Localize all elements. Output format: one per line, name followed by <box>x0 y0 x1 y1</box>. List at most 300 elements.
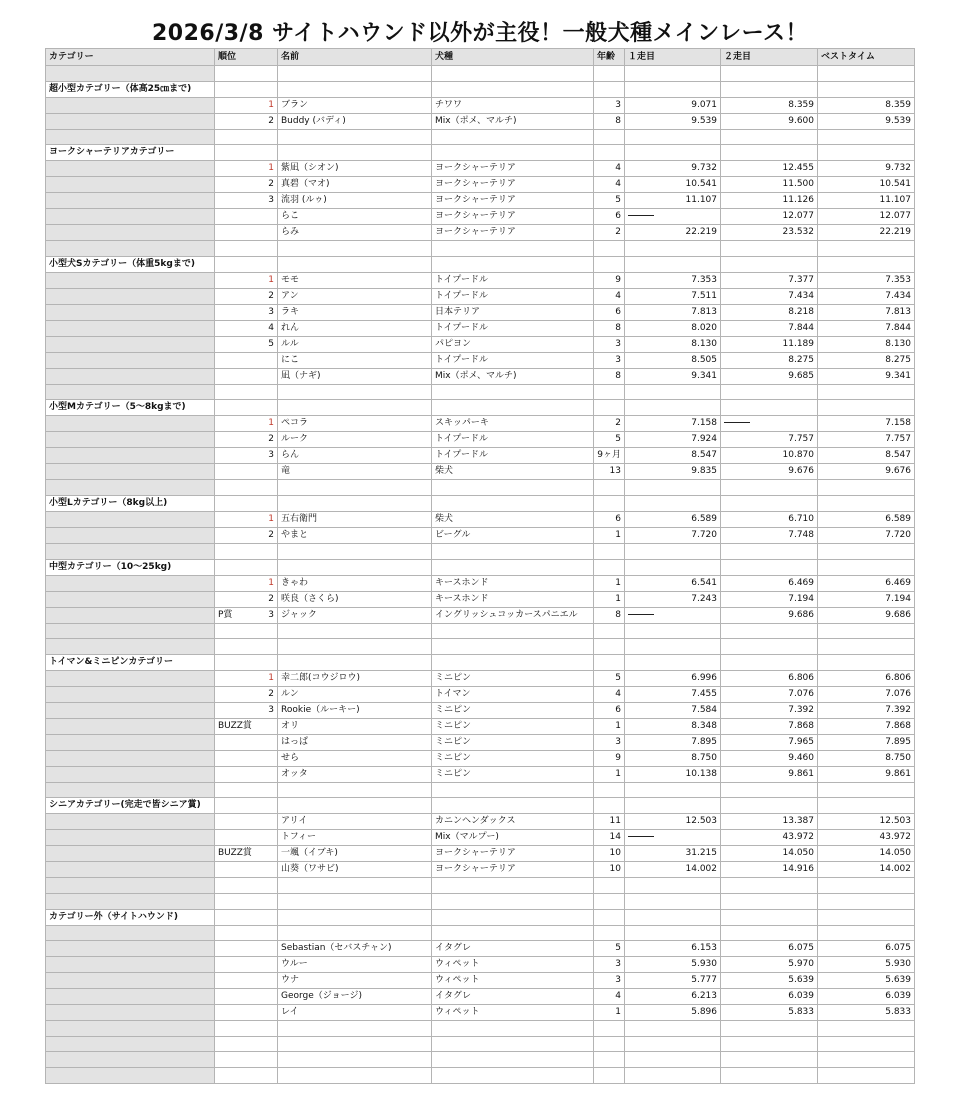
dog-breed: ウィペット <box>432 1005 594 1021</box>
empty-cell <box>594 241 625 257</box>
category-row <box>46 654 915 670</box>
dog-age: 9ヶ月 <box>594 448 625 464</box>
category-label: トイマン&ミニピンカテゴリー <box>46 654 215 670</box>
dog-age: 6 <box>594 209 625 225</box>
empty-cell <box>721 480 818 496</box>
prize-cell <box>215 734 278 750</box>
empty-cell <box>625 559 721 575</box>
blank-row <box>46 1021 915 1037</box>
run2-time: 11.126 <box>721 193 818 209</box>
dog-breed: トイプードル <box>432 272 594 288</box>
prize-cell <box>215 718 278 734</box>
category-cell <box>46 782 215 798</box>
results-table <box>45 48 915 1084</box>
category-row <box>46 495 915 511</box>
empty-cell <box>721 145 818 161</box>
prize-cell <box>215 766 278 782</box>
table-row <box>46 591 915 607</box>
empty-cell <box>818 654 915 670</box>
empty-cell <box>625 129 721 145</box>
run2-time: 7.748 <box>721 527 818 543</box>
prize-cell <box>215 941 278 957</box>
empty-cell <box>818 925 915 941</box>
empty-cell <box>215 909 278 925</box>
table-row <box>46 113 915 129</box>
dog-name: 紫凪（シオン) <box>278 161 432 177</box>
category-cell <box>46 814 215 830</box>
empty-cell <box>215 782 278 798</box>
run1-time: 7.924 <box>625 432 721 448</box>
empty-cell <box>432 1067 594 1083</box>
empty-cell <box>594 559 625 575</box>
empty-cell <box>818 81 915 97</box>
dog-name: George（ジョージ) <box>278 989 432 1005</box>
run2-time: 6.469 <box>721 575 818 591</box>
dog-name: らん <box>278 448 432 464</box>
empty-cell <box>215 1021 278 1037</box>
empty-cell <box>278 256 432 272</box>
dog-breed: ヨークシャーテリア <box>432 193 594 209</box>
empty-cell <box>594 495 625 511</box>
empty-cell <box>594 1021 625 1037</box>
rank-value: 4 <box>268 322 274 333</box>
empty-cell <box>215 654 278 670</box>
blank-row <box>46 623 915 639</box>
empty-cell <box>594 782 625 798</box>
dog-name: 幸二郎(コウジロウ) <box>278 670 432 686</box>
blank-row <box>46 1036 915 1052</box>
empty-cell <box>594 654 625 670</box>
best-time: 7.158 <box>818 416 915 432</box>
dog-name: れん <box>278 320 432 336</box>
dog-name: アリイ <box>278 814 432 830</box>
dog-name: らこ <box>278 209 432 225</box>
category-label: シニアカテゴリー(完走で皆シニア賞) <box>46 798 215 814</box>
prize-cell <box>215 686 278 702</box>
rank-value: 1 <box>268 577 274 588</box>
run1-time <box>625 209 721 225</box>
best-time: 10.541 <box>818 177 915 193</box>
dog-age: 2 <box>594 416 625 432</box>
run2-time: 6.806 <box>721 670 818 686</box>
empty-cell <box>594 1067 625 1083</box>
dog-name: ウナ <box>278 973 432 989</box>
best-time: 5.639 <box>818 973 915 989</box>
dog-name: 凪（ナギ) <box>278 368 432 384</box>
empty-cell <box>818 1067 915 1083</box>
empty-cell <box>818 1021 915 1037</box>
empty-cell <box>432 129 594 145</box>
empty-cell <box>278 241 432 257</box>
empty-cell <box>432 1021 594 1037</box>
empty-cell <box>278 1021 432 1037</box>
empty-cell <box>721 878 818 894</box>
page-title: 2026/3/8 サイトハウンド以外が主役！一般犬種メインレース！ <box>151 21 808 46</box>
empty-cell <box>721 1021 818 1037</box>
header-run2: ２走目 <box>721 49 818 66</box>
dog-name: Rookie（ルーキー) <box>278 702 432 718</box>
empty-cell <box>432 81 594 97</box>
dog-age: 1 <box>594 718 625 734</box>
dog-breed: ミニピン <box>432 670 594 686</box>
dog-age: 6 <box>594 702 625 718</box>
rank-value: 2 <box>268 179 274 190</box>
empty-cell <box>818 559 915 575</box>
rank-value: 2 <box>268 115 274 126</box>
table-row <box>46 432 915 448</box>
category-cell <box>46 66 215 82</box>
run2-time: 12.455 <box>721 161 818 177</box>
best-time: 6.806 <box>818 670 915 686</box>
best-time: 9.539 <box>818 113 915 129</box>
empty-cell <box>625 1052 721 1068</box>
empty-cell <box>278 129 432 145</box>
empty-cell <box>432 559 594 575</box>
blank-row <box>46 66 915 82</box>
prize-cell <box>215 272 278 288</box>
prize-cell <box>215 225 278 241</box>
dog-age: 11 <box>594 814 625 830</box>
run1-time: 12.503 <box>625 814 721 830</box>
blank-row <box>46 639 915 655</box>
table-row <box>46 368 915 384</box>
empty-cell <box>432 241 594 257</box>
table-row <box>46 734 915 750</box>
blank-row <box>46 878 915 894</box>
category-cell <box>46 480 215 496</box>
empty-cell <box>818 384 915 400</box>
blank-row <box>46 543 915 559</box>
run2-time: 7.076 <box>721 686 818 702</box>
empty-cell <box>278 1036 432 1052</box>
empty-cell <box>432 909 594 925</box>
empty-cell <box>215 66 278 82</box>
not-recorded-dash <box>628 614 654 615</box>
prize-cell <box>215 989 278 1005</box>
empty-cell <box>625 256 721 272</box>
dog-name: ルル <box>278 336 432 352</box>
table-row <box>46 272 915 288</box>
category-cell <box>46 623 215 639</box>
dog-breed: パピヨン <box>432 336 594 352</box>
empty-cell <box>625 639 721 655</box>
empty-cell <box>278 81 432 97</box>
header-age: 年齢 <box>594 49 625 66</box>
prize-cell <box>215 432 278 448</box>
category-cell <box>46 591 215 607</box>
empty-cell <box>594 1036 625 1052</box>
prize-cell <box>215 591 278 607</box>
run1-time: 8.348 <box>625 718 721 734</box>
empty-cell <box>721 543 818 559</box>
category-row <box>46 559 915 575</box>
dog-name: きゃわ <box>278 575 432 591</box>
category-cell <box>46 1036 215 1052</box>
best-time: 7.813 <box>818 304 915 320</box>
category-cell <box>46 448 215 464</box>
prize-cell <box>215 177 278 193</box>
empty-cell <box>278 480 432 496</box>
blank-row <box>46 1067 915 1083</box>
table-row <box>46 320 915 336</box>
dog-name: オリ <box>278 718 432 734</box>
best-time: 5.930 <box>818 957 915 973</box>
prize-cell <box>215 288 278 304</box>
empty-cell <box>721 559 818 575</box>
best-time: 9.732 <box>818 161 915 177</box>
rank-value: 3 <box>268 704 274 715</box>
empty-cell <box>278 495 432 511</box>
empty-cell <box>594 400 625 416</box>
header-name: 名前 <box>278 49 432 66</box>
category-cell <box>46 384 215 400</box>
empty-cell <box>594 639 625 655</box>
empty-cell <box>625 654 721 670</box>
empty-cell <box>278 623 432 639</box>
table-row <box>46 464 915 480</box>
empty-cell <box>594 145 625 161</box>
rank-value: 3 <box>268 609 274 620</box>
run1-time: 7.895 <box>625 734 721 750</box>
empty-cell <box>432 543 594 559</box>
dog-breed: トイマン <box>432 686 594 702</box>
dog-breed: ウィペット <box>432 973 594 989</box>
dog-age: 3 <box>594 734 625 750</box>
dog-breed: ミニピン <box>432 750 594 766</box>
blank-row <box>46 384 915 400</box>
run1-time: 7.511 <box>625 288 721 304</box>
rank-value: 1 <box>268 672 274 683</box>
empty-cell <box>721 66 818 82</box>
run2-time: 10.870 <box>721 448 818 464</box>
empty-cell <box>215 400 278 416</box>
rank-value: 2 <box>268 688 274 699</box>
best-time: 8.547 <box>818 448 915 464</box>
category-cell <box>46 113 215 129</box>
run1-time: 6.541 <box>625 575 721 591</box>
empty-cell <box>818 1036 915 1052</box>
best-time: 8.275 <box>818 352 915 368</box>
dog-breed: 柴犬 <box>432 464 594 480</box>
prize-cell <box>215 750 278 766</box>
run2-time: 9.460 <box>721 750 818 766</box>
dog-age: 9 <box>594 272 625 288</box>
run1-time: 5.896 <box>625 1005 721 1021</box>
dog-name: レイ <box>278 1005 432 1021</box>
empty-cell <box>818 1052 915 1068</box>
empty-cell <box>625 1036 721 1052</box>
dog-age: 14 <box>594 830 625 846</box>
table-row <box>46 527 915 543</box>
category-label: 超小型カテゴリー（体高25㎝まで) <box>46 81 215 97</box>
empty-cell <box>432 623 594 639</box>
prize-cell <box>215 209 278 225</box>
empty-cell <box>215 559 278 575</box>
dog-age: 13 <box>594 464 625 480</box>
category-cell <box>46 686 215 702</box>
prize-cell <box>215 1005 278 1021</box>
category-cell <box>46 846 215 862</box>
dog-name: ジャック <box>278 607 432 623</box>
empty-cell <box>215 878 278 894</box>
category-cell <box>46 941 215 957</box>
dog-age: 1 <box>594 1005 625 1021</box>
header-breed: 犬種 <box>432 49 594 66</box>
rank-value: 1 <box>268 513 274 524</box>
table-row <box>46 941 915 957</box>
blank-row <box>46 480 915 496</box>
category-cell <box>46 1005 215 1021</box>
dog-breed: ヨークシャーテリア <box>432 862 594 878</box>
empty-cell <box>432 1052 594 1068</box>
empty-cell <box>594 623 625 639</box>
prize-cell <box>215 527 278 543</box>
prize-cell <box>215 830 278 846</box>
category-cell <box>46 225 215 241</box>
dog-name: やまと <box>278 527 432 543</box>
dog-name: 真碧（マオ) <box>278 177 432 193</box>
category-label: 小型Lカテゴリー（8kg以上) <box>46 495 215 511</box>
category-cell <box>46 957 215 973</box>
dog-age: 8 <box>594 320 625 336</box>
empty-cell <box>432 400 594 416</box>
category-row <box>46 256 915 272</box>
best-time: 9.341 <box>818 368 915 384</box>
empty-cell <box>594 1052 625 1068</box>
empty-cell <box>594 129 625 145</box>
best-time: 7.895 <box>818 734 915 750</box>
empty-cell <box>721 654 818 670</box>
empty-cell <box>594 909 625 925</box>
best-time: 9.676 <box>818 464 915 480</box>
empty-cell <box>278 798 432 814</box>
prize-cell <box>215 352 278 368</box>
run1-time: 7.584 <box>625 702 721 718</box>
empty-cell <box>432 893 594 909</box>
category-row <box>46 798 915 814</box>
table-row <box>46 304 915 320</box>
category-cell <box>46 320 215 336</box>
rank-value: 2 <box>268 434 274 445</box>
empty-cell <box>215 81 278 97</box>
run1-time: 10.138 <box>625 766 721 782</box>
dog-breed: トイプードル <box>432 288 594 304</box>
run1-time <box>625 830 721 846</box>
best-time: 7.868 <box>818 718 915 734</box>
best-time: 7.720 <box>818 527 915 543</box>
dog-breed: キースホンド <box>432 575 594 591</box>
empty-cell <box>278 639 432 655</box>
rank-value: 2 <box>268 593 274 604</box>
empty-cell <box>215 623 278 639</box>
run2-time: 7.194 <box>721 591 818 607</box>
empty-cell <box>818 400 915 416</box>
empty-cell <box>625 925 721 941</box>
header-best: ベストタイム <box>818 49 915 66</box>
rank-value: 1 <box>268 418 274 429</box>
dog-age: 1 <box>594 591 625 607</box>
dog-name: ルン <box>278 686 432 702</box>
empty-cell <box>432 480 594 496</box>
empty-cell <box>625 1021 721 1037</box>
empty-cell <box>721 909 818 925</box>
dog-age: 8 <box>594 113 625 129</box>
prize-cell <box>215 368 278 384</box>
run1-time: 8.020 <box>625 320 721 336</box>
empty-cell <box>278 66 432 82</box>
best-time: 5.833 <box>818 1005 915 1021</box>
run1-time: 8.505 <box>625 352 721 368</box>
empty-cell <box>625 81 721 97</box>
best-time: 7.392 <box>818 702 915 718</box>
category-cell <box>46 893 215 909</box>
empty-cell <box>721 256 818 272</box>
empty-cell <box>625 145 721 161</box>
prize-cell <box>215 448 278 464</box>
blank-row <box>46 1052 915 1068</box>
empty-cell <box>818 480 915 496</box>
run2-time: 14.916 <box>721 862 818 878</box>
best-time: 9.686 <box>818 607 915 623</box>
empty-cell <box>721 384 818 400</box>
run1-time: 8.547 <box>625 448 721 464</box>
empty-cell <box>721 1067 818 1083</box>
best-time: 11.107 <box>818 193 915 209</box>
run2-time: 9.685 <box>721 368 818 384</box>
run1-time: 9.835 <box>625 464 721 480</box>
empty-cell <box>432 782 594 798</box>
best-time: 12.077 <box>818 209 915 225</box>
empty-cell <box>278 925 432 941</box>
dog-name: ブラン <box>278 97 432 113</box>
run2-time: 7.965 <box>721 734 818 750</box>
run2-time: 14.050 <box>721 846 818 862</box>
empty-cell <box>625 543 721 559</box>
blank-row <box>46 925 915 941</box>
empty-cell <box>721 893 818 909</box>
run2-time: 6.039 <box>721 989 818 1005</box>
table-row <box>46 973 915 989</box>
table-row <box>46 1005 915 1021</box>
empty-cell <box>215 256 278 272</box>
category-label: 小型犬Sカテゴリー（体重5kgまで) <box>46 256 215 272</box>
empty-cell <box>721 623 818 639</box>
category-cell <box>46 193 215 209</box>
empty-cell <box>215 129 278 145</box>
header-run1: １走目 <box>625 49 721 66</box>
dog-breed: ヨークシャーテリア <box>432 225 594 241</box>
table-row <box>46 416 915 432</box>
empty-cell <box>594 893 625 909</box>
table-row <box>46 177 915 193</box>
table-row <box>46 830 915 846</box>
prize-cell <box>215 607 278 623</box>
category-cell <box>46 973 215 989</box>
empty-cell <box>594 543 625 559</box>
rank-value: 3 <box>268 450 274 461</box>
best-time: 7.353 <box>818 272 915 288</box>
empty-cell <box>625 495 721 511</box>
empty-cell <box>215 495 278 511</box>
prize-cell <box>215 97 278 113</box>
table-row <box>46 97 915 113</box>
category-cell <box>46 177 215 193</box>
empty-cell <box>625 878 721 894</box>
category-cell <box>46 750 215 766</box>
run2-time: 6.710 <box>721 511 818 527</box>
category-cell <box>46 639 215 655</box>
table-row <box>46 193 915 209</box>
